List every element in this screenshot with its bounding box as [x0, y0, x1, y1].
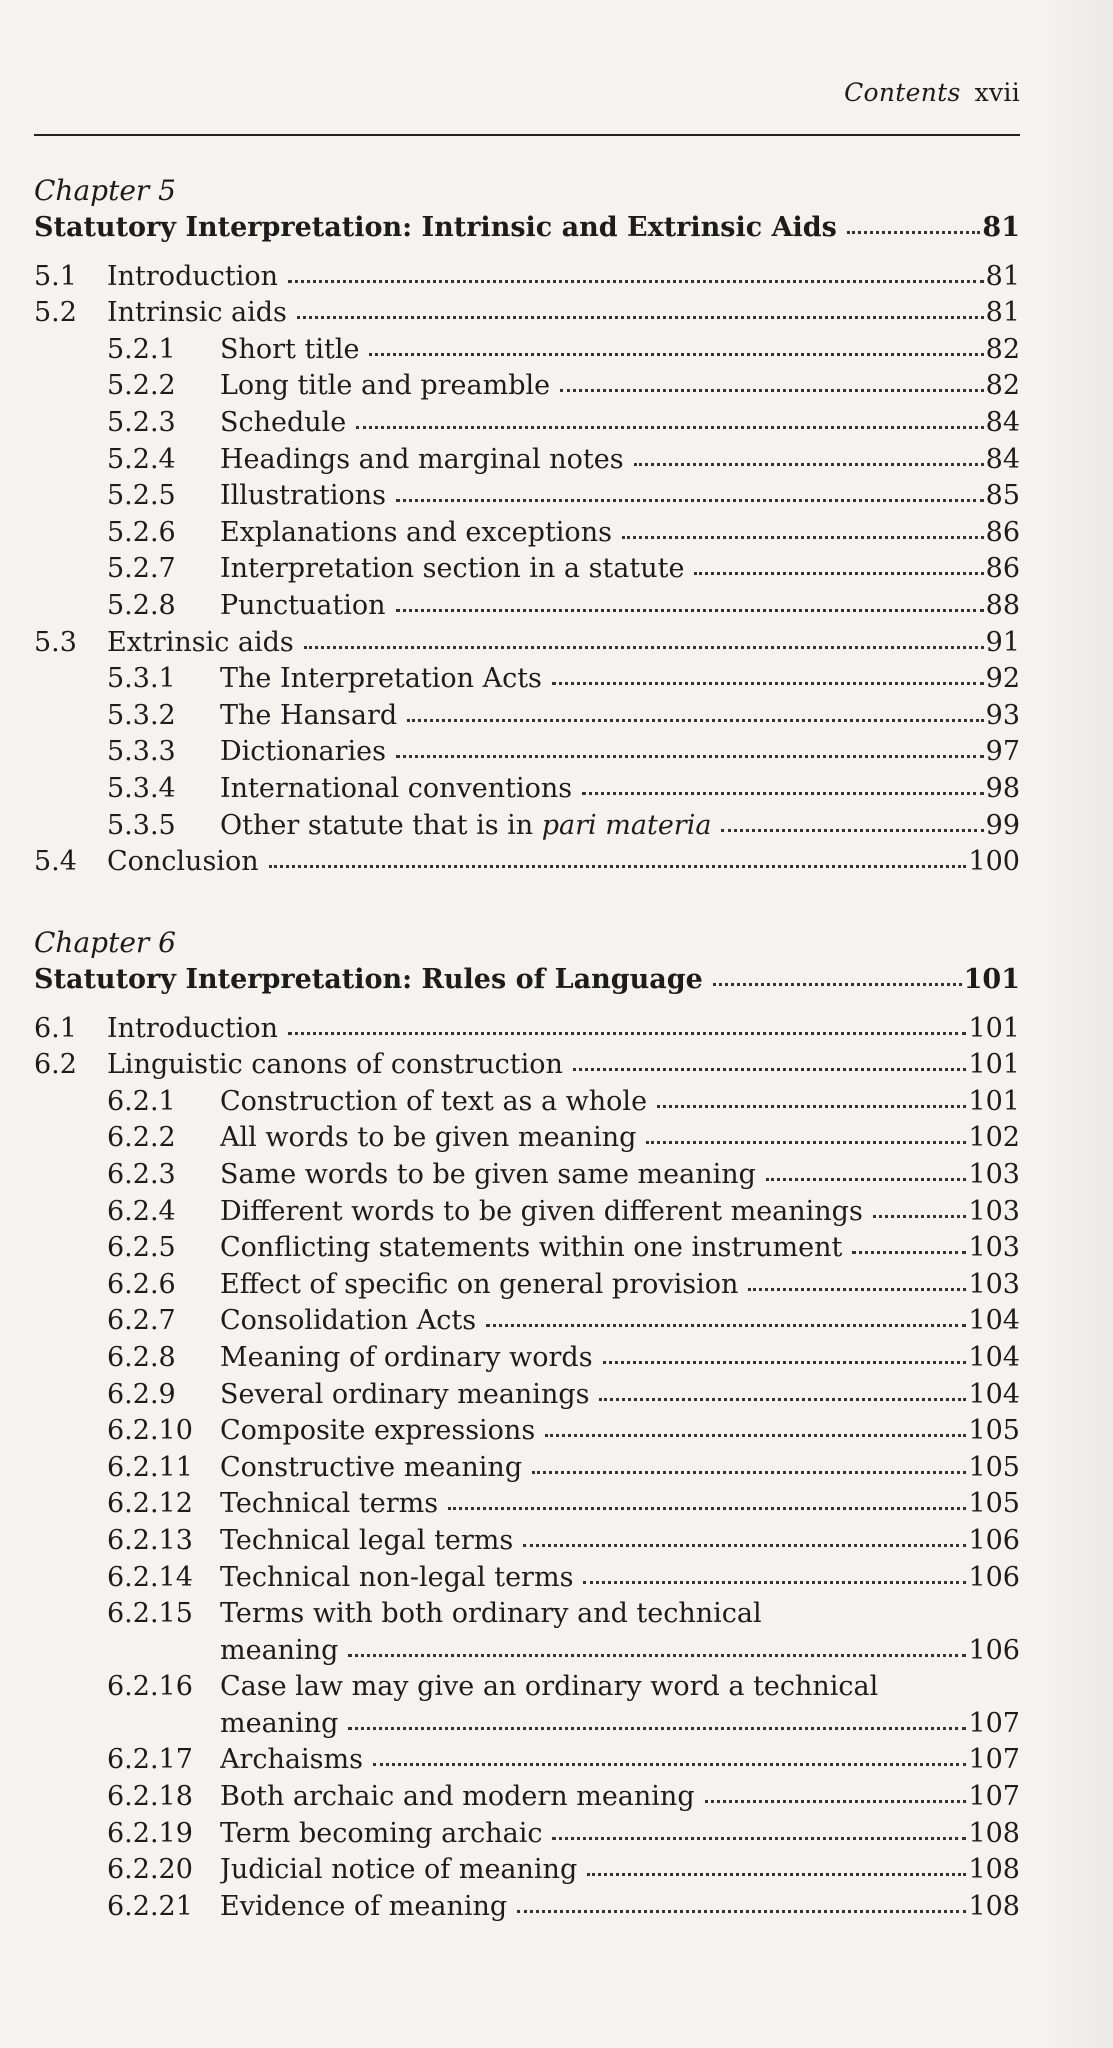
page-number: 98 [985, 772, 1020, 804]
toc-subentry[interactable] [34, 698, 1020, 735]
toc-subentry[interactable] [34, 1742, 1020, 1779]
dot-leader [603, 1351, 967, 1364]
page-number: 104 [968, 1305, 1020, 1337]
section-title: Evidence of meaning [220, 1890, 508, 1922]
page-number: 108 [968, 1817, 1020, 1849]
toc-subentry-multiline[interactable] [34, 1669, 1020, 1706]
section-number: 5.3.3 [107, 736, 176, 768]
section-title: Constructive meaning [220, 1451, 523, 1483]
page-number: 103 [968, 1268, 1020, 1300]
page-number: 99 [985, 809, 1020, 841]
toc-subentry[interactable] [34, 368, 1020, 405]
page-number: 100 [968, 846, 1020, 878]
dot-leader [517, 1900, 966, 1913]
section-title: Technical terms [220, 1488, 439, 1520]
section-title: Term becoming archaic [220, 1817, 543, 1849]
section-number: 6.2.6 [107, 1268, 176, 1300]
toc-subentry[interactable] [34, 661, 1020, 698]
page-number: 103 [968, 1232, 1020, 1264]
section-title: Composite expressions [220, 1415, 536, 1447]
section-number: 6.2.19 [107, 1817, 193, 1849]
toc-subentry-continuation[interactable] [34, 1706, 1020, 1743]
toc-subentry[interactable] [34, 1889, 1020, 1926]
toc-entry[interactable] [34, 844, 1020, 881]
toc-subentry[interactable] [34, 1413, 1020, 1450]
page-edge-shadow [1043, 0, 1113, 2048]
section-number: 5.2.8 [107, 589, 176, 621]
section-number: 5.3.1 [107, 663, 176, 695]
toc-subentry[interactable] [34, 332, 1020, 369]
dot-leader [407, 709, 984, 722]
section-title: Archaisms [220, 1744, 363, 1776]
section-title [220, 808, 717, 845]
toc-subentry-continuation[interactable] [34, 1633, 1020, 1670]
section-title-italic: pari materia [541, 809, 712, 841]
toc-subentry[interactable] [34, 405, 1020, 442]
section-title: Explanations and exceptions [220, 516, 612, 548]
chapter-label: Chapter 5 [34, 174, 176, 207]
section-number: 6.2.9 [107, 1378, 176, 1410]
toc-subentry[interactable] [34, 1340, 1020, 1377]
section-number: 5.2.5 [107, 480, 176, 512]
toc-subentry[interactable] [34, 734, 1020, 771]
dot-leader [448, 1497, 966, 1510]
chapter-title: Statutory Interpretation: Intrinsic and Extrinsic Aids [34, 212, 837, 243]
section-title: Illustrations [220, 480, 387, 512]
toc-subentry[interactable] [34, 1120, 1020, 1157]
toc-subentry[interactable] [34, 1230, 1020, 1267]
dot-leader [297, 306, 984, 319]
section-title-continuation: meaning [220, 1634, 339, 1666]
chapter-title-entry[interactable] [34, 962, 1020, 999]
section-title: Schedule [220, 406, 347, 438]
section-title: Linguistic canons of construction [107, 1049, 563, 1081]
section-title: Consolidation Acts [220, 1305, 477, 1337]
section-number: 6.2.7 [107, 1305, 176, 1337]
section-title: Long title and preamble [220, 370, 551, 402]
toc-entry[interactable] [34, 625, 1020, 662]
section-title: International conventions [220, 772, 573, 804]
section-title: Construction of text as a whole [220, 1085, 648, 1117]
section-number: 6.2.10 [107, 1415, 193, 1447]
section-title: Meaning of ordinary words [220, 1341, 593, 1373]
dot-leader [587, 1863, 966, 1876]
toc-entry[interactable] [34, 1011, 1020, 1048]
section-number: 6.2.14 [107, 1561, 193, 1593]
dot-leader [583, 1571, 966, 1584]
section-number: 6.2.8 [107, 1341, 176, 1373]
page-number: 81 [982, 212, 1020, 243]
section-number: 5.3.4 [107, 772, 176, 804]
dot-leader [713, 973, 962, 986]
dot-leader [766, 1168, 967, 1181]
section-title: Introduction [107, 260, 278, 292]
section-title: Conclusion [107, 846, 259, 878]
section-number: 6.2.18 [107, 1781, 193, 1813]
dot-leader [847, 221, 981, 234]
dot-leader [748, 1278, 966, 1291]
section-number: 6.2.5 [107, 1232, 176, 1264]
chapter-6-block [34, 924, 1020, 1925]
dot-leader [694, 562, 983, 575]
section-title: Several ordinary meanings [220, 1378, 590, 1410]
page-number: 108 [968, 1890, 1020, 1922]
toc-subentry[interactable] [34, 515, 1020, 552]
section-title: Intrinsic aids [107, 297, 287, 329]
section-number: 6.2.2 [107, 1122, 176, 1154]
dot-leader [545, 1424, 966, 1437]
page-number: 85 [985, 480, 1020, 512]
page-number: 105 [968, 1451, 1020, 1483]
dot-leader [852, 1241, 966, 1254]
toc-subentry[interactable] [34, 1303, 1020, 1340]
section-number: 6.2.21 [107, 1890, 193, 1922]
dot-leader [369, 343, 983, 356]
toc-subentry[interactable] [34, 1560, 1020, 1597]
dot-leader [396, 599, 984, 612]
section-number: 6.2.16 [107, 1671, 193, 1703]
section-title: All words to be given meaning [220, 1122, 637, 1154]
dot-leader [348, 1644, 966, 1657]
chapter-title-entry[interactable] [34, 210, 1020, 247]
section-title: Dictionaries [220, 736, 387, 768]
dot-leader [599, 1388, 966, 1401]
toc-subentry[interactable] [34, 1816, 1020, 1853]
dot-leader [486, 1314, 966, 1327]
toc-subentry[interactable] [34, 1377, 1020, 1414]
page-number: 91 [985, 626, 1020, 658]
dot-leader [396, 489, 984, 502]
section-number: 5.4 [34, 846, 77, 878]
dot-leader [552, 1827, 966, 1840]
toc-subentry[interactable] [34, 1084, 1020, 1121]
page-number: 97 [985, 736, 1020, 768]
chapter-title: Statutory Interpretation: Rules of Language [34, 964, 703, 995]
section-title: The Hansard [220, 699, 398, 731]
dot-leader [705, 1790, 967, 1803]
page-number: 107 [968, 1707, 1020, 1739]
page-number: 106 [968, 1524, 1020, 1556]
section-title: Both archaic and modern meaning [220, 1781, 695, 1813]
page-number: 106 [968, 1634, 1020, 1666]
dot-leader [348, 1717, 966, 1730]
section-title: Terms with both ordinary and technical [220, 1598, 762, 1630]
toc-subentry[interactable] [34, 478, 1020, 515]
page-number: 106 [968, 1561, 1020, 1593]
dot-leader [532, 1461, 966, 1474]
section-number: 6.2 [34, 1049, 77, 1081]
section-number: 6.2.13 [107, 1524, 193, 1556]
page-number: 101 [963, 964, 1020, 995]
page-number: 81 [985, 297, 1020, 329]
toc-subentry[interactable] [34, 808, 1020, 845]
page-number: 82 [985, 370, 1020, 402]
section-number: 6.2.3 [107, 1158, 176, 1190]
section-number: 6.2.1 [107, 1085, 176, 1117]
dot-leader [304, 636, 984, 649]
section-title-roman: Other statute that is in [220, 809, 534, 841]
toc-subentry[interactable] [34, 1194, 1020, 1231]
page-number: 102 [968, 1122, 1020, 1154]
section-number: 5.1 [34, 260, 77, 292]
dot-leader [873, 1205, 967, 1218]
dot-leader [288, 270, 984, 283]
section-number: 5.3.5 [107, 809, 176, 841]
toc-subentry[interactable] [34, 1523, 1020, 1560]
page-number: 81 [985, 260, 1020, 292]
section-number: 6.2.11 [107, 1451, 193, 1483]
running-head-title: Contents [844, 78, 961, 107]
section-title: The Interpretation Acts [220, 663, 542, 695]
dot-leader [560, 379, 984, 392]
section-title: Technical legal terms [220, 1524, 514, 1556]
dot-leader [552, 672, 984, 685]
section-title: Judicial notice of meaning [220, 1854, 578, 1886]
section-title: Extrinsic aids [107, 626, 294, 658]
toc-entry[interactable] [34, 295, 1020, 332]
page-number: 103 [968, 1158, 1020, 1190]
section-title: Case law may give an ordinary word a technical [220, 1671, 879, 1703]
page-number: 108 [968, 1854, 1020, 1886]
dot-leader [356, 416, 983, 429]
section-number: 5.2 [34, 297, 77, 329]
dot-leader [396, 745, 984, 758]
dot-leader [634, 453, 984, 466]
toc-entry[interactable] [34, 259, 1020, 296]
page-number: 107 [968, 1744, 1020, 1776]
toc-subentry[interactable] [34, 771, 1020, 808]
page-number: 101 [968, 1085, 1020, 1117]
dot-leader [582, 782, 984, 795]
dot-leader [622, 526, 984, 539]
chapter-5-block [34, 172, 1020, 881]
toc-subentry[interactable] [34, 551, 1020, 588]
section-number: 5.2.7 [107, 553, 176, 585]
section-title: Short title [220, 333, 360, 365]
section-title: Same words to be given same meaning [220, 1158, 756, 1190]
dot-leader [523, 1534, 966, 1547]
section-number: 6.1 [34, 1012, 77, 1044]
dot-leader [573, 1058, 967, 1071]
dot-leader [646, 1131, 966, 1144]
toc-subentry[interactable] [34, 1486, 1020, 1523]
section-number: 6.2.15 [107, 1598, 193, 1630]
section-number: 5.3.2 [107, 699, 176, 731]
toc-subentry[interactable] [34, 1852, 1020, 1889]
running-head-page-number: xvii [974, 78, 1020, 107]
page-number: 104 [968, 1341, 1020, 1373]
toc-entry[interactable] [34, 1047, 1020, 1084]
page-number: 86 [985, 553, 1020, 585]
section-number: 6.2.4 [107, 1195, 176, 1227]
page-number: 105 [968, 1488, 1020, 1520]
page-number: 101 [968, 1012, 1020, 1044]
dot-leader [269, 855, 967, 868]
section-title: Different words to be given different meanings [220, 1195, 863, 1227]
page-number: 104 [968, 1378, 1020, 1410]
page-number: 82 [985, 333, 1020, 365]
header-rule [34, 134, 1020, 136]
section-number: 5.2.4 [107, 443, 176, 475]
section-number: 5.2.3 [107, 406, 176, 438]
page-number: 93 [985, 699, 1020, 731]
toc-subentry[interactable] [34, 1450, 1020, 1487]
dot-leader [288, 1022, 966, 1035]
section-title: Technical non-legal terms [220, 1561, 574, 1593]
toc-subentry-multiline[interactable] [34, 1596, 1020, 1633]
page-number: 105 [968, 1415, 1020, 1447]
page-number: 88 [985, 589, 1020, 621]
page-number: 101 [968, 1049, 1020, 1081]
running-head [34, 78, 1020, 107]
page-number: 86 [985, 516, 1020, 548]
section-number: 5.2.6 [107, 516, 176, 548]
dot-leader [373, 1753, 966, 1766]
section-number: 5.3 [34, 626, 77, 658]
section-title: Introduction [107, 1012, 278, 1044]
section-number: 5.2.2 [107, 370, 176, 402]
section-number: 6.2.17 [107, 1744, 193, 1776]
toc-subentry[interactable] [34, 1157, 1020, 1194]
section-title: Conflicting statements within one instrument [220, 1232, 843, 1264]
page-number: 84 [985, 406, 1020, 438]
dot-leader [721, 819, 983, 832]
section-title-continuation: meaning [220, 1707, 339, 1739]
section-title: Punctuation [220, 589, 386, 621]
toc-subentry[interactable] [34, 1779, 1020, 1816]
section-number: 5.2.1 [107, 333, 176, 365]
page-number: 92 [985, 663, 1020, 695]
section-number: 6.2.12 [107, 1488, 193, 1520]
toc-subentry[interactable] [34, 588, 1020, 625]
page-number: 107 [968, 1781, 1020, 1813]
dot-leader [657, 1095, 966, 1108]
chapter-label: Chapter 6 [34, 926, 176, 959]
section-title: Interpretation section in a statute [220, 553, 685, 585]
toc-subentry[interactable] [34, 442, 1020, 479]
section-number: 6.2.20 [107, 1854, 193, 1886]
toc-subentry[interactable] [34, 1267, 1020, 1304]
section-title: Headings and marginal notes [220, 443, 624, 475]
page-number: 103 [968, 1195, 1020, 1227]
page-number: 84 [985, 443, 1020, 475]
section-title: Effect of specific on general provision [220, 1268, 739, 1300]
